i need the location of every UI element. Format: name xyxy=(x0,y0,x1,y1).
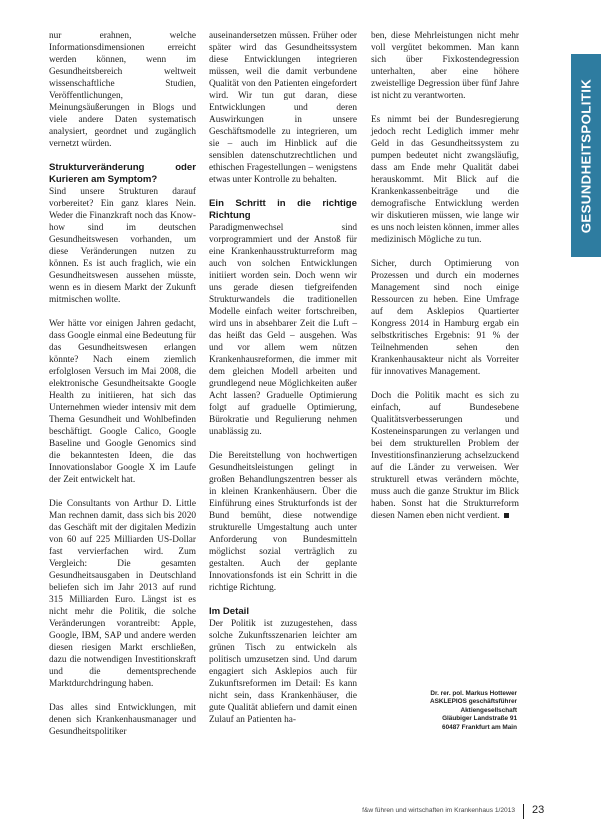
section-label: GESUNDHEITSPOLITIK xyxy=(578,78,594,233)
paragraph-text: Doch die Politik macht es sich zu einfach, auf Bundesebene Qualitätsverbesserungen und Kosteneinsparungen zu verlangen und bei dem strukturellen Problem der Investitionsfinanzierung achselzuckend auf die Länder zu verweisen. Wer strukturell etwas verändern möchte, muss auch die ganze Struktur im Blick haben. Sonst hat die Strukturreform diesen Namen eben nicht verdient. xyxy=(371,391,519,521)
author-company: ASKLEPIOS geschäftsführer xyxy=(429,698,517,706)
text-column-1 xyxy=(49,30,196,750)
paragraph: Sicher, durch Optimierung von Prozessen und durch ein modernes Management sind noch einige Ressourcen zu heben. Eine Umfrage auf dem Asklepios Quartierter Kongress 2014 in Hamburg ergab ein selbstkritisches Ergebnis: 91 % der Teilnehmenden sehen den Krankenhausakteur nicht als Vorreiter für innovatives Management. xyxy=(371,259,519,377)
paragraph: nur erahnen, welche Informationsdimensionen erreicht werden können, wenn im Gesundheitsbereich weltweit wissenschaftliche Studien, Veröffentlichungen, Meinungsäußerungen in Blogs und viele andere Daten systematisch analysiert, geordnet und zugänglich vernetzt würden. xyxy=(49,31,196,149)
subheading-schritt: Ein Schritt in die richtige Richtung xyxy=(209,198,357,221)
paragraph-last xyxy=(371,390,519,522)
paragraph: Die Bereitstellung von hochwertigen Gesundheitsleistungen gelingt in großen Behandlungszentren besser als in kleinen Krankenhäusern. Über die Einführung eines Strukturfonds ist der Bund bemüht, diese notwendige strukturelle Umgestaltung auch unter Anforderung von Bundesmitteln möglichst sozial verträglich zu gestalten. Auch der geplante Innovationsfonds ist ein Schritt in die richtige Richtung. xyxy=(209,451,357,593)
footer-divider xyxy=(523,804,524,819)
paragraph: Die Consultants von Arthur D. Little Man rechnen damit, dass sich bis 2020 das Geschäft mit der digitalen Medizin von 60 auf 225 Milliarden US-Dollar fast vervierfachen wird. Zum Vergleich: Die gesamten Gesundheitsausgaben in Deutschland beliefen sich im Jahr 2013 auf rund 315 Milliarden Euro. Längst ist es nicht mehr die Politik, die solche Veränderungen vorantreibt: Apple, Google, IBM, SAP und andere werden diesen riesigen Markt erschließen, dazu die notwendigen Investitionskraft und die dementsprechende Marktdurchdringung haben. xyxy=(49,499,196,689)
end-mark-icon xyxy=(504,513,509,518)
paragraph: ben, diese Mehrleistungen nicht mehr voll vergütet bekommen. Man kann sich über Fixkostendegression unterhalten, aber eine höhere zweistellige Degression über fünf Jahre ist nicht zu verantworten. xyxy=(371,31,519,101)
author-signature xyxy=(381,690,517,732)
subheading-strukturveraenderung: Strukturveränderung oder Kurieren am Symptom? xyxy=(49,162,196,185)
page-footer xyxy=(0,803,601,821)
author-company-type: Aktiengesellschaft xyxy=(460,706,517,714)
paragraph: Das alles sind Entwicklungen, mit denen sich Krankenhausmanager und Gesundheitspolitiker xyxy=(49,703,196,737)
author-city: 60487 Frankfurt am Main xyxy=(442,723,517,731)
text-column-3 xyxy=(371,30,519,534)
paragraph: Sind unsere Strukturen darauf vorbereitet? Ein ganz klares Nein. Weder die Finanzkraft noch das Know-how sind im deutschen Gesundheitswesen vorhanden, um diese Veränderungen nutzen zu können. Es ist auch fraglich, wie ein Gesundheitswesen aussehen müsste, wenn es in diesem Markt der Zukunft mitmischen wollte. xyxy=(49,187,196,305)
paragraph: auseinandersetzen müssen. Früher oder später wird das Gesundheitssystem diese Entwicklungen integrieren müssen, weil die damit verbundene Qualität von den Patienten eingefordert wird. Wir tun gut daran, diese Entwicklungen und deren Auswirkungen in unsere Geschäftsmodelle zu integrieren, um sie – auch im Hinblick auf die sensiblen datenschutzrechtlichen und ethischen Fragestellungen – wenigstens etwas unter Kontrolle zu behalten. xyxy=(209,31,357,185)
page-number: 23 xyxy=(532,804,545,816)
author-name: Dr. rer. pol. Markus Hottewer xyxy=(430,690,517,697)
section-tab xyxy=(571,54,601,257)
paragraph: Wer hätte vor einigen Jahren gedacht, dass Google einmal eine Bedeutung für das Gesundheitswesen erlangen könnte? Nach einem ziemlich erfolglosen Versuch im Mai 2008, die elektronische Gesundheitsakte Google Health zu initiieren, hat sich das Unternehmen wieder intensiv mit dem Thema Gesundheit und Wohlbefinden beschäftigt. Google Calico, Google Baseline und Google Genomics sind die bekanntesten Ideen, die das Innovationslabor Google X im Laufe der Zeit entwickelt hat. xyxy=(49,319,196,485)
paragraph: Der Politik ist zuzugestehen, dass solche Zukunftsszenarien leichter am grünen Tisch zu entwickeln als politisch umzusetzen sind. Und darum engagiert sich Asklepios auch für Zukunftsreformen im Detail: Es kann nicht sein, dass Krankenhäuser, die gute Qualität abliefern und damit einen Zulauf an Patienten ha- xyxy=(209,619,357,725)
text-column-2 xyxy=(209,30,357,738)
author-street: Gläubiger Landstraße 91 xyxy=(442,715,517,723)
paragraph: Paradigmenwechsel sind vorprogrammiert und der Anstoß für eine Krankenhausstrukturreform mag auch von solchen Entwicklungen initiiert worden sein. Doch wenn wir uns gerade diesen tiefgreifenden Strukturwandels die traditionellen Modelle einfach weiter fortschreiben, wird uns in absehbarer Zeit die Luft – das heißt das Geld – ausgehen. Was und vor allem wem nützen Krankenhausreformen, die immer mit dem gleichen Modell arbeiten und grundlegend neue Möglichkeiten außer Acht lassen? Graduelle Optimierung folgt auf graduelle Optimierung, Bürokratie und Regulierung nehmen unablässig zu. xyxy=(209,223,357,437)
subheading-im-detail: Im Detail xyxy=(209,606,249,617)
magazine-reference: f&w führen und wirtschaften im Krankenhaus 1/2013 xyxy=(362,807,515,814)
paragraph: Es nimmt bei der Bundesregierung jedoch recht Lediglich immer mehr Geld in das Gesundheitssystem zu pumpen bedeutet nicht zwangsläufig, dass am Ende mehr Qualität dabei herauskommt. Mit Blick auf die Krankenkassenbeiträge und die demografische Entwicklung werden wir diskutieren müssen, wie lange wir es uns noch leisten können, immer alles medizinisch Mögliche zu tun. xyxy=(371,115,519,245)
